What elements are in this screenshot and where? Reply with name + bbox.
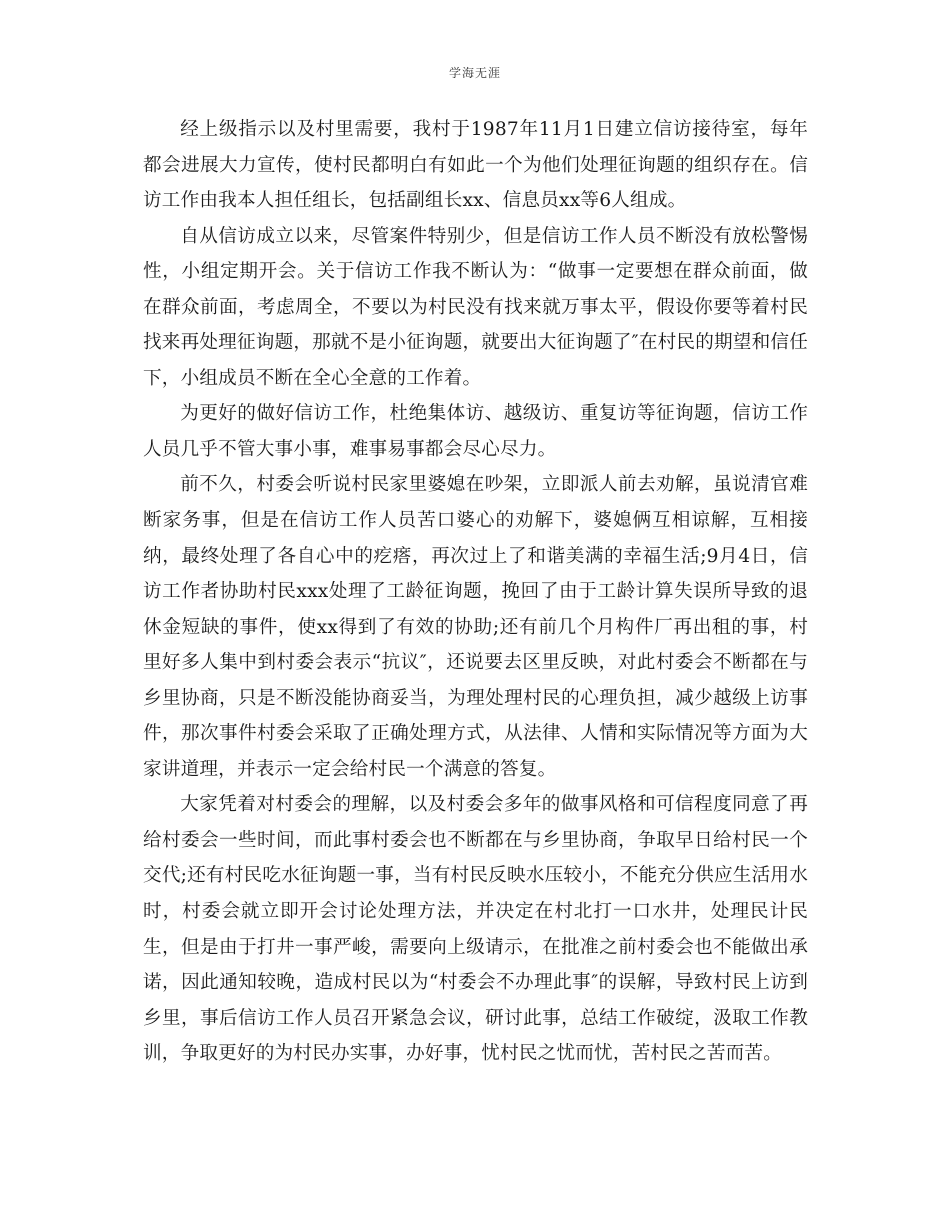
paragraph-water-issue: 大家凭着对村委会的理解，以及村委会多年的做事风格和可信程度同意了再给村委会一些时间，而此事村委会也不断都在与乡里协商，争取早日给村民一个交代;还有村民吃水征询题一事，当有村民反映水压较小，不能充分供应生活用水时，村委会就立即开会讨论处理方法，并决定在村北打一口水井，处理民计民生，但是由于打井一事严峻，需要向上级请示，在批准之前村委会也不能做出承诺，因此通知较晚，造成村民以为“村委会不办理此事″的误解，导致村民上访到乡里，事后信访工作人员召开紧急会议，研讨此事，总结工作破绽，汲取工作教训，争取更好的为村民办实事，办好事，忧村民之忧而忧，苦村民之苦而苦。 <box>143 794 808 1065</box>
page-header: 学海无涯 <box>448 66 501 80</box>
paragraph-establishment: 经上级指示以及村里需要，我村于1987年11月1日建立信访接待室，每年都会进展大力宣传，使村民都明白有如此一个为他们处理征询题的组织存在。信访工作由我本人担任组长，包括副组长xx、信息员xx等6人组成。 <box>143 119 808 212</box>
document-body <box>143 112 808 1072</box>
paragraph-diligence: 为更好的做好信访工作，杜绝集体访、越级访、重复访等征询题，信访工作人员几乎不管大事小事，难事易事都会尽心尽力。 <box>143 403 808 460</box>
paragraph-case-examples: 前不久，村委会听说村民家里婆媳在吵架，立即派人前去劝解，虽说清官难断家务事，但是在信访工作人员苦口婆心的劝解下，婆媳俩互相谅解，互相接纳，最终处理了各自心中的疙瘩，再次过上了和谐美满的幸福生活;9月4日，信访工作者协助村民xxx处理了工龄征询题，挽回了由于工龄计算失误所导致的退休金短缺的事件，使xx得到了有效的协助;还有前几个月构件厂再出租的事，村里好多人集中到村委会表示“抗议″，还说要去区里反映，对此村委会不断都在与乡里协商，只是不断没能协商妥当，为理处理村民的心理负担，减少越级上访事件，那次事件村委会采取了正确处理方式，从法律、人情和实际情况等方面为大家讲道理，并表示一定会给村民一个满意的答复。 <box>143 474 808 780</box>
paragraph-vigilance: 自从信访成立以来，尽管案件特别少，但是信访工作人员不断没有放松警惕性，小组定期开会。关于信访工作我不断认为：“做事一定要想在群众前面，做在群众前面，考虑周全，不要以为村民没有找来就万事太平，假设你要等着村民找来再处理征询题，那就不是小征询题，就要出大征询题了″在村民的期望和信任下，小组成员不断在全心全意的工作着。 <box>143 225 808 389</box>
